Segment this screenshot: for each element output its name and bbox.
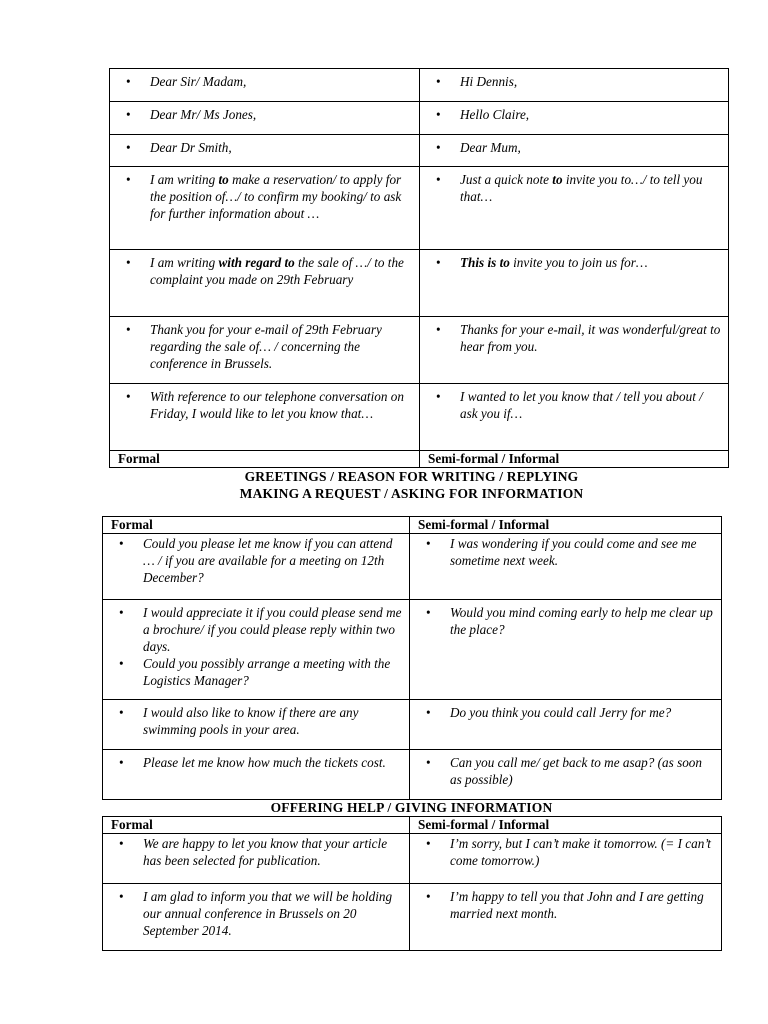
informal-cell [420,317,729,384]
list-item [110,254,413,288]
list-item: • I’m sorry, but I can’t make it tomorrow. (= I can’t come tomorrow.) [410,835,715,869]
table-row [103,534,722,600]
formal-cell [103,884,410,951]
list-item: • I am glad to inform you that we will be holding our annual conference in Brussels on 20 September 2014. [103,888,403,939]
column-label-formal: Formal [103,817,410,834]
column-label-informal: Semi-formal / Informal [410,817,722,834]
list-item: • We are happy to let you know that your article has been selected for publication. [103,835,403,869]
informal-cell [410,750,722,800]
emphasis: to [218,172,229,187]
text-span: I am writing [150,172,219,187]
informal-cell [410,700,722,750]
list-item: • Dear Mr/ Ms Jones, [110,106,413,123]
column-label-informal: Semi-formal / Informal [420,451,729,468]
list-item [110,171,413,222]
list-item: • Thanks for your e-mail, it was wonderful/great to hear from you. [420,321,722,355]
list-item: • I’m happy to tell you that John and I are getting married next month. [410,888,715,922]
section-heading [102,468,721,502]
text-span: I am writing [150,255,219,270]
list-item: • Dear Mum, [420,139,722,156]
heading-line: MAKING A REQUEST / ASKING FOR INFORMATION [239,486,584,501]
text-span: invite you to join us for… [509,255,648,270]
table-header-row [103,517,722,534]
list-item: • Dear Sir/ Madam, [110,73,413,90]
formal-cell [110,102,420,135]
text-span: make a reservation/ to apply for the position of…/ to confirm my booking/ to ask for further information about … [150,172,402,221]
formal-cell [103,834,410,884]
formal-cell [110,384,420,451]
column-label-informal: Semi-formal / Informal [410,517,722,534]
list-item: • Please let me know how much the tickets cost. [103,754,403,771]
list-item: • Can you call me/ get back to me asap? (as soon as possible) [410,754,715,788]
list-item: • Hi Dennis, [420,73,722,90]
table-row [110,317,729,384]
list-item: • Would you mind coming early to help me clear up the place? [410,604,715,638]
list-item: • Could you please let me know if you can attend … / if you are available for a meeting on 12th December? [103,535,403,586]
informal-cell [410,600,722,700]
list-item: • I would also like to know if there are any swimming pools in your area. [103,704,403,738]
section-heading: OFFERING HELP / GIVING INFORMATION [270,800,553,815]
list-item: • I was wondering if you could come and see me sometime next week. [410,535,715,569]
text-span: invite you to…/ to tell you that… [460,172,703,204]
formal-cell [110,250,420,317]
informal-cell [420,384,729,451]
table-row [110,102,729,135]
table-footer-row [110,451,729,468]
list-item [420,171,722,205]
formal-cell [103,600,410,700]
table-row [110,135,729,167]
list-item: • I would appreciate it if you could please send me a brochure/ if you could please reply within two days. [103,604,403,655]
informal-cell [410,534,722,600]
greetings-table [109,68,729,468]
list-item: • With reference to our telephone conversation on Friday, I would like to let you know that… [110,388,413,422]
table-row [103,600,722,700]
formal-cell [103,534,410,600]
formal-cell [103,750,410,800]
table-row [103,700,722,750]
list-item: • Could you possibly arrange a meeting with the Logistics Manager? [103,655,403,689]
table-row [110,250,729,317]
table-row [103,750,722,800]
informal-cell [420,250,729,317]
emphasis: with regard to [218,255,295,270]
list-item: • Hello Claire, [420,106,722,123]
informal-cell [420,135,729,167]
offering-help-table [102,816,722,951]
formal-cell [110,317,420,384]
column-label-formal: Formal [103,517,410,534]
formal-cell [110,135,420,167]
emphasis: This is to [460,255,510,270]
formal-cell [110,69,420,102]
list-item: • Do you think you could call Jerry for me? [410,704,715,721]
formal-cell [103,700,410,750]
formal-cell [110,167,420,250]
requests-table [102,516,722,800]
list-item [420,254,722,271]
emphasis: to [552,172,563,187]
table-row [110,167,729,250]
table-row [103,884,722,951]
text-span: the sale of …/ to the complaint you made on 29th February [150,255,404,287]
informal-cell [420,102,729,135]
table-row [110,69,729,102]
heading-line: GREETINGS / REASON FOR WRITING / REPLYING [244,469,579,484]
text-span: Just a quick note [460,172,553,187]
informal-cell [410,884,722,951]
table-row [103,834,722,884]
list-item: • Thank you for your e-mail of 29th February regarding the sale of… / concerning the conference in Brussels. [110,321,413,372]
list-item: • Dear Dr Smith, [110,139,413,156]
informal-cell [420,69,729,102]
table-header-row [103,817,722,834]
informal-cell [410,834,722,884]
column-label-formal: Formal [110,451,420,468]
table-row [110,384,729,451]
informal-cell [420,167,729,250]
list-item: • I wanted to let you know that / tell you about / ask you if… [420,388,722,422]
